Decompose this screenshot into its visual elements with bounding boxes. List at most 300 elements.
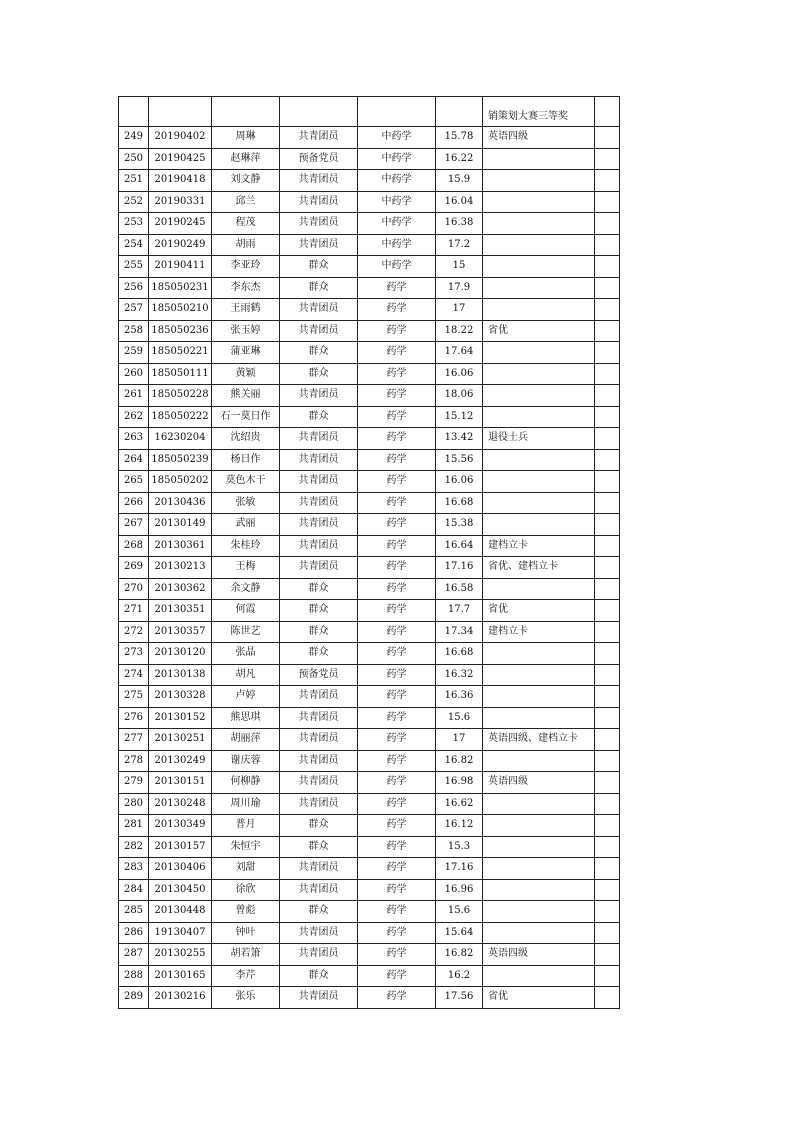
student-table xyxy=(118,96,620,1009)
extra-cell xyxy=(595,342,620,364)
extra-cell xyxy=(595,621,620,643)
political-status-cell: 共青团员 xyxy=(280,729,358,751)
student-name-cell: 杨日作 xyxy=(212,449,280,471)
remarks-cell xyxy=(483,449,595,471)
student-name-cell: 黄颖 xyxy=(212,363,280,385)
political-status-cell: 群众 xyxy=(280,965,358,987)
table-row xyxy=(119,320,620,342)
remarks-cell xyxy=(483,922,595,944)
student-name-cell: 李亚玲 xyxy=(212,256,280,278)
score-cell: 15.64 xyxy=(436,922,483,944)
table-row xyxy=(119,600,620,622)
remarks-cell xyxy=(483,707,595,729)
political-status-cell: 共青团员 xyxy=(280,557,358,579)
remarks-cell xyxy=(483,385,595,407)
table-row xyxy=(119,535,620,557)
remarks-cell xyxy=(483,514,595,536)
political-status-cell: 群众 xyxy=(280,578,358,600)
extra-cell xyxy=(595,707,620,729)
major-cell: 药学 xyxy=(358,643,436,665)
table-row xyxy=(119,256,620,278)
student-id-cell: 20190418 xyxy=(149,170,212,192)
student-name-cell: 胡丽萍 xyxy=(212,729,280,751)
extra-cell xyxy=(595,256,620,278)
score-cell: 16.06 xyxy=(436,363,483,385)
student-name-cell: 李东杰 xyxy=(212,277,280,299)
major-cell: 药学 xyxy=(358,686,436,708)
score-cell: 15.12 xyxy=(436,406,483,428)
table-row xyxy=(119,944,620,966)
remarks-cell: 英语四级、建档立卡 xyxy=(483,729,595,751)
row-number-cell: 284 xyxy=(119,879,149,901)
row-number-cell: 261 xyxy=(119,385,149,407)
score-cell: 17.64 xyxy=(436,342,483,364)
student-id-cell: 20130152 xyxy=(149,707,212,729)
political-status-cell: 共青团员 xyxy=(280,922,358,944)
remarks-cell xyxy=(483,213,595,235)
table-row xyxy=(119,965,620,987)
table-row xyxy=(119,127,620,149)
remarks-cell: 建档立卡 xyxy=(483,535,595,557)
extra-cell xyxy=(595,750,620,772)
student-id-cell: 20190411 xyxy=(149,256,212,278)
extra-cell xyxy=(595,299,620,321)
score-cell: 16.04 xyxy=(436,191,483,213)
score-cell: 16.68 xyxy=(436,492,483,514)
score-cell: 17.56 xyxy=(436,987,483,1009)
extra-cell xyxy=(595,600,620,622)
remarks-cell: 英语四级 xyxy=(483,127,595,149)
student-name-cell: 张玉婷 xyxy=(212,320,280,342)
student-name-cell: 沈绍贵 xyxy=(212,428,280,450)
political-status-cell: 群众 xyxy=(280,406,358,428)
major-cell: 药学 xyxy=(358,320,436,342)
student-id-cell: 185050111 xyxy=(149,363,212,385)
score-cell: 17.2 xyxy=(436,234,483,256)
student-name-cell: 朱桂玲 xyxy=(212,535,280,557)
score-cell: 16.32 xyxy=(436,664,483,686)
table-row xyxy=(119,729,620,751)
table-row xyxy=(119,299,620,321)
student-name-cell: 谢庆蓉 xyxy=(212,750,280,772)
student-name-cell: 赵琳萍 xyxy=(212,148,280,170)
table-row xyxy=(119,686,620,708)
major-cell: 药学 xyxy=(358,578,436,600)
score-cell: 15.56 xyxy=(436,449,483,471)
score-cell: 17 xyxy=(436,299,483,321)
score-cell: 18.22 xyxy=(436,320,483,342)
political-status-cell: 群众 xyxy=(280,901,358,923)
table-row xyxy=(119,363,620,385)
row-number-cell xyxy=(119,97,149,127)
table-row xyxy=(119,213,620,235)
major-cell: 药学 xyxy=(358,428,436,450)
student-name-cell: 胡凡 xyxy=(212,664,280,686)
political-status-cell: 共青团员 xyxy=(280,320,358,342)
student-id-cell: 185050210 xyxy=(149,299,212,321)
row-number-cell: 273 xyxy=(119,643,149,665)
remarks-cell xyxy=(483,578,595,600)
score-cell: 16.2 xyxy=(436,965,483,987)
remarks-cell xyxy=(483,342,595,364)
table-row xyxy=(119,97,620,127)
political-status-cell: 预备党员 xyxy=(280,664,358,686)
table-row xyxy=(119,815,620,837)
student-id-cell: 20130328 xyxy=(149,686,212,708)
score-cell: 13.42 xyxy=(436,428,483,450)
row-number-cell: 275 xyxy=(119,686,149,708)
extra-cell xyxy=(595,213,620,235)
score-cell: 16.06 xyxy=(436,471,483,493)
student-name-cell: 周琳 xyxy=(212,127,280,149)
student-id-cell: 185050228 xyxy=(149,385,212,407)
major-cell: 药学 xyxy=(358,858,436,880)
table-row xyxy=(119,772,620,794)
extra-cell xyxy=(595,449,620,471)
extra-cell xyxy=(595,772,620,794)
student-name-cell: 胡雨 xyxy=(212,234,280,256)
extra-cell xyxy=(595,191,620,213)
student-name-cell: 曾彪 xyxy=(212,901,280,923)
extra-cell xyxy=(595,643,620,665)
table-row xyxy=(119,471,620,493)
political-status-cell: 共青团员 xyxy=(280,191,358,213)
extra-cell xyxy=(595,406,620,428)
remarks-cell: 省优 xyxy=(483,987,595,1009)
extra-cell xyxy=(595,922,620,944)
student-name-cell: 王梅 xyxy=(212,557,280,579)
score-cell: 16.58 xyxy=(436,578,483,600)
table-row xyxy=(119,342,620,364)
political-status-cell: 共青团员 xyxy=(280,492,358,514)
remarks-cell xyxy=(483,901,595,923)
student-name-cell: 陈世艺 xyxy=(212,621,280,643)
major-cell xyxy=(358,97,436,127)
political-status-cell: 群众 xyxy=(280,621,358,643)
remarks-cell xyxy=(483,277,595,299)
score-cell: 17.7 xyxy=(436,600,483,622)
major-cell: 药学 xyxy=(358,342,436,364)
extra-cell xyxy=(595,836,620,858)
major-cell: 中药学 xyxy=(358,127,436,149)
major-cell: 药学 xyxy=(358,707,436,729)
score-cell: 16.62 xyxy=(436,793,483,815)
political-status-cell: 共青团员 xyxy=(280,750,358,772)
extra-cell xyxy=(595,148,620,170)
extra-cell xyxy=(595,97,620,127)
extra-cell xyxy=(595,965,620,987)
table-row xyxy=(119,643,620,665)
major-cell: 中药学 xyxy=(358,170,436,192)
major-cell: 药学 xyxy=(358,793,436,815)
political-status-cell: 共青团员 xyxy=(280,514,358,536)
student-name-cell: 普月 xyxy=(212,815,280,837)
row-number-cell: 277 xyxy=(119,729,149,751)
table-row xyxy=(119,793,620,815)
student-name-cell xyxy=(212,97,280,127)
remarks-cell xyxy=(483,879,595,901)
row-number-cell: 289 xyxy=(119,987,149,1009)
major-cell: 中药学 xyxy=(358,234,436,256)
student-id-cell: 20190425 xyxy=(149,148,212,170)
remarks-cell xyxy=(483,256,595,278)
remarks-cell: 省优 xyxy=(483,320,595,342)
student-name-cell: 周川瑜 xyxy=(212,793,280,815)
score-cell: 16.96 xyxy=(436,879,483,901)
table-row xyxy=(119,664,620,686)
extra-cell xyxy=(595,987,620,1009)
major-cell: 药学 xyxy=(358,385,436,407)
student-id-cell: 185050222 xyxy=(149,406,212,428)
row-number-cell: 274 xyxy=(119,664,149,686)
student-name-cell: 莫色木干 xyxy=(212,471,280,493)
student-id-cell: 20130436 xyxy=(149,492,212,514)
major-cell: 药学 xyxy=(358,557,436,579)
political-status-cell: 共青团员 xyxy=(280,385,358,407)
student-name-cell: 卢婷 xyxy=(212,686,280,708)
political-status-cell: 共青团员 xyxy=(280,858,358,880)
student-name-cell: 蒲亚琳 xyxy=(212,342,280,364)
political-status-cell: 共青团员 xyxy=(280,170,358,192)
remarks-cell xyxy=(483,858,595,880)
political-status-cell: 群众 xyxy=(280,600,358,622)
political-status-cell: 共青团员 xyxy=(280,772,358,794)
major-cell: 药学 xyxy=(358,944,436,966)
score-cell: 17.34 xyxy=(436,621,483,643)
row-number-cell: 265 xyxy=(119,471,149,493)
student-id-cell: 20130151 xyxy=(149,772,212,794)
row-number-cell: 266 xyxy=(119,492,149,514)
major-cell: 中药学 xyxy=(358,213,436,235)
extra-cell xyxy=(595,879,620,901)
row-number-cell: 279 xyxy=(119,772,149,794)
student-name-cell: 石一莫日作 xyxy=(212,406,280,428)
table-row xyxy=(119,449,620,471)
table-body xyxy=(119,97,620,1009)
table-row xyxy=(119,385,620,407)
major-cell: 药学 xyxy=(358,449,436,471)
table-row xyxy=(119,987,620,1009)
extra-cell xyxy=(595,320,620,342)
row-number-cell: 253 xyxy=(119,213,149,235)
row-number-cell: 255 xyxy=(119,256,149,278)
student-name-cell: 程茂 xyxy=(212,213,280,235)
remarks-cell: 退役士兵 xyxy=(483,428,595,450)
score-cell: 15.9 xyxy=(436,170,483,192)
score-cell: 15.3 xyxy=(436,836,483,858)
extra-cell xyxy=(595,363,620,385)
extra-cell xyxy=(595,428,620,450)
row-number-cell: 285 xyxy=(119,901,149,923)
extra-cell xyxy=(595,729,620,751)
student-id-cell: 20130149 xyxy=(149,514,212,536)
student-id-cell: 185050221 xyxy=(149,342,212,364)
extra-cell xyxy=(595,686,620,708)
student-id-cell: 16230204 xyxy=(149,428,212,450)
political-status-cell: 群众 xyxy=(280,342,358,364)
student-id-cell: 185050231 xyxy=(149,277,212,299)
student-name-cell: 张敏 xyxy=(212,492,280,514)
extra-cell xyxy=(595,170,620,192)
remarks-cell xyxy=(483,686,595,708)
table-row xyxy=(119,858,620,880)
student-name-cell: 熊思琪 xyxy=(212,707,280,729)
political-status-cell: 共青团员 xyxy=(280,987,358,1009)
political-status-cell: 群众 xyxy=(280,836,358,858)
row-number-cell: 276 xyxy=(119,707,149,729)
student-name-cell: 武丽 xyxy=(212,514,280,536)
political-status-cell: 群众 xyxy=(280,277,358,299)
table-row xyxy=(119,492,620,514)
student-name-cell: 钟叶 xyxy=(212,922,280,944)
remarks-cell xyxy=(483,815,595,837)
student-id-cell: 20190402 xyxy=(149,127,212,149)
remarks-cell: 省优 xyxy=(483,600,595,622)
major-cell: 药学 xyxy=(358,879,436,901)
political-status-cell: 共青团员 xyxy=(280,299,358,321)
score-cell: 16.82 xyxy=(436,750,483,772)
table-row xyxy=(119,234,620,256)
row-number-cell: 256 xyxy=(119,277,149,299)
score-cell: 16.98 xyxy=(436,772,483,794)
table-row xyxy=(119,148,620,170)
score-cell: 15.38 xyxy=(436,514,483,536)
student-id-cell: 20130361 xyxy=(149,535,212,557)
row-number-cell: 268 xyxy=(119,535,149,557)
remarks-cell xyxy=(483,750,595,772)
extra-cell xyxy=(595,514,620,536)
extra-cell xyxy=(595,557,620,579)
score-cell: 16.64 xyxy=(436,535,483,557)
student-id-cell: 20130255 xyxy=(149,944,212,966)
table-row xyxy=(119,557,620,579)
score-cell: 16.12 xyxy=(436,815,483,837)
score-cell: 17.16 xyxy=(436,557,483,579)
major-cell: 药学 xyxy=(358,772,436,794)
score-cell: 15.78 xyxy=(436,127,483,149)
political-status-cell: 共青团员 xyxy=(280,535,358,557)
row-number-cell: 267 xyxy=(119,514,149,536)
row-number-cell: 260 xyxy=(119,363,149,385)
student-id-cell: 20130351 xyxy=(149,600,212,622)
student-name-cell: 邱兰 xyxy=(212,191,280,213)
political-status-cell: 共青团员 xyxy=(280,471,358,493)
score-cell: 17.9 xyxy=(436,277,483,299)
extra-cell xyxy=(595,793,620,815)
student-id-cell: 20130120 xyxy=(149,643,212,665)
major-cell: 药学 xyxy=(358,492,436,514)
table-row xyxy=(119,578,620,600)
student-id-cell xyxy=(149,97,212,127)
score-cell: 18.06 xyxy=(436,385,483,407)
student-id-cell: 20130450 xyxy=(149,879,212,901)
row-number-cell: 251 xyxy=(119,170,149,192)
remarks-cell xyxy=(483,492,595,514)
major-cell: 药学 xyxy=(358,987,436,1009)
row-number-cell: 262 xyxy=(119,406,149,428)
student-id-cell: 20130349 xyxy=(149,815,212,837)
score-cell: 16.68 xyxy=(436,643,483,665)
row-number-cell: 254 xyxy=(119,234,149,256)
student-id-cell: 20130357 xyxy=(149,621,212,643)
major-cell: 药学 xyxy=(358,406,436,428)
extra-cell xyxy=(595,664,620,686)
extra-cell xyxy=(595,385,620,407)
row-number-cell: 270 xyxy=(119,578,149,600)
row-number-cell: 257 xyxy=(119,299,149,321)
student-name-cell: 何霞 xyxy=(212,600,280,622)
student-name-cell: 熊关丽 xyxy=(212,385,280,407)
major-cell: 药学 xyxy=(358,965,436,987)
student-id-cell: 20130165 xyxy=(149,965,212,987)
table-row xyxy=(119,750,620,772)
extra-cell xyxy=(595,492,620,514)
student-id-cell: 20130448 xyxy=(149,901,212,923)
extra-cell xyxy=(595,858,620,880)
row-number-cell: 250 xyxy=(119,148,149,170)
row-number-cell: 287 xyxy=(119,944,149,966)
score-cell: 15 xyxy=(436,256,483,278)
student-id-cell: 20130213 xyxy=(149,557,212,579)
political-status-cell: 群众 xyxy=(280,643,358,665)
student-name-cell: 王雨鹤 xyxy=(212,299,280,321)
political-status-cell: 共青团员 xyxy=(280,428,358,450)
row-number-cell: 286 xyxy=(119,922,149,944)
extra-cell xyxy=(595,535,620,557)
major-cell: 药学 xyxy=(358,922,436,944)
table-row xyxy=(119,406,620,428)
row-number-cell: 272 xyxy=(119,621,149,643)
major-cell: 药学 xyxy=(358,750,436,772)
table-row xyxy=(119,170,620,192)
student-id-cell: 20130406 xyxy=(149,858,212,880)
student-name-cell: 徐欣 xyxy=(212,879,280,901)
student-name-cell: 刘甜 xyxy=(212,858,280,880)
student-name-cell: 朱恒宇 xyxy=(212,836,280,858)
political-status-cell: 预备党员 xyxy=(280,148,358,170)
table-row xyxy=(119,514,620,536)
extra-cell xyxy=(595,127,620,149)
major-cell: 药学 xyxy=(358,471,436,493)
row-number-cell: 288 xyxy=(119,965,149,987)
table-row xyxy=(119,428,620,450)
political-status-cell: 共青团员 xyxy=(280,127,358,149)
student-name-cell: 刘文静 xyxy=(212,170,280,192)
student-id-cell: 185050236 xyxy=(149,320,212,342)
student-id-cell: 20130138 xyxy=(149,664,212,686)
student-name-cell: 余文静 xyxy=(212,578,280,600)
student-id-cell: 185050202 xyxy=(149,471,212,493)
student-id-cell: 20190245 xyxy=(149,213,212,235)
table-row xyxy=(119,879,620,901)
student-id-cell: 20130251 xyxy=(149,729,212,751)
score-cell: 15.6 xyxy=(436,707,483,729)
political-status-cell: 共青团员 xyxy=(280,944,358,966)
row-number-cell: 259 xyxy=(119,342,149,364)
remarks-cell xyxy=(483,299,595,321)
remarks-cell xyxy=(483,406,595,428)
remarks-cell: 建档立卡 xyxy=(483,621,595,643)
remarks-cell xyxy=(483,836,595,858)
major-cell: 药学 xyxy=(358,621,436,643)
extra-cell xyxy=(595,901,620,923)
row-number-cell: 269 xyxy=(119,557,149,579)
score-cell: 17.16 xyxy=(436,858,483,880)
extra-cell xyxy=(595,815,620,837)
remarks-cell xyxy=(483,793,595,815)
table-row xyxy=(119,707,620,729)
major-cell: 药学 xyxy=(358,836,436,858)
